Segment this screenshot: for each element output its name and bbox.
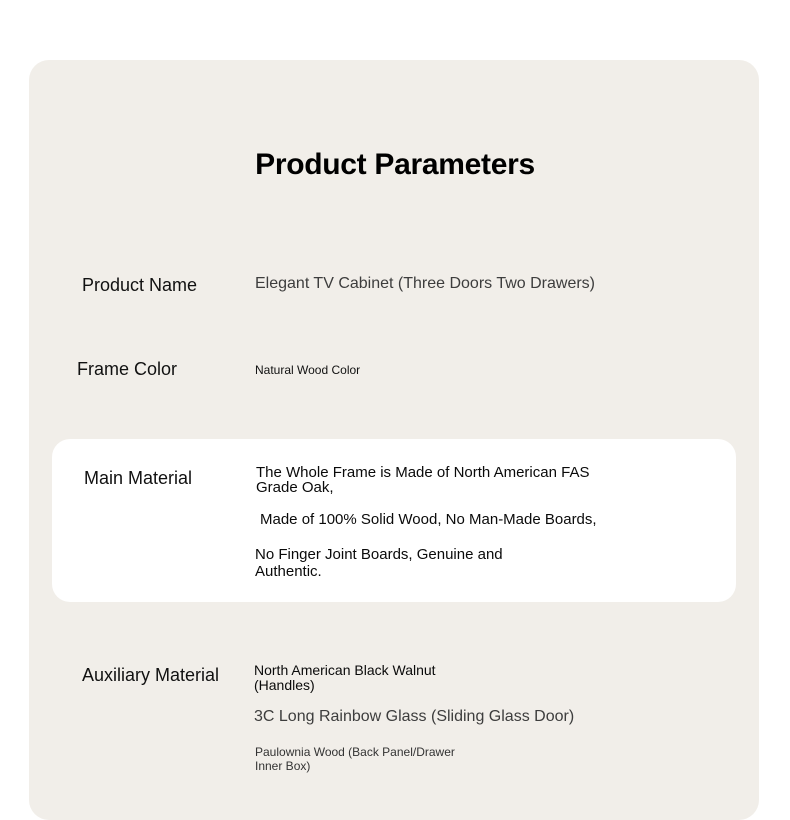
main-material-label: Main Material [84, 468, 193, 488]
frame-color-label: Frame Color [77, 359, 178, 379]
product-name-label: Product Name [82, 275, 198, 295]
auxiliary-item-3-line-1: Paulownia Wood (Back Panel/Drawer [255, 745, 455, 759]
main-material-line-1: The Whole Frame is Made of North American FAS [256, 464, 590, 481]
frame-color-value: Natural Wood Color [255, 363, 361, 377]
auxiliary-item-1-line-2: (Handles) [254, 677, 315, 693]
auxiliary-item-2: 3C Long Rainbow Glass (Sliding Glass Door) [254, 708, 575, 725]
auxiliary-item-3-line-2: Inner Box) [255, 759, 311, 773]
main-material-line-2: Grade Oak, [256, 479, 334, 496]
product-name-value: Elegant TV Cabinet (Three Doors Two Drawers) [255, 275, 595, 292]
main-material-line-5: Authentic. [255, 563, 322, 580]
auxiliary-material-label: Auxiliary Material [82, 665, 220, 685]
auxiliary-item-1-line-1: North American Black Walnut [254, 662, 436, 678]
page-title: Product Parameters [255, 148, 535, 181]
main-material-line-4: No Finger Joint Boards, Genuine and [255, 546, 503, 563]
main-material-line-3: Made of 100% Solid Wood, No Man-Made Boards, [260, 511, 597, 528]
